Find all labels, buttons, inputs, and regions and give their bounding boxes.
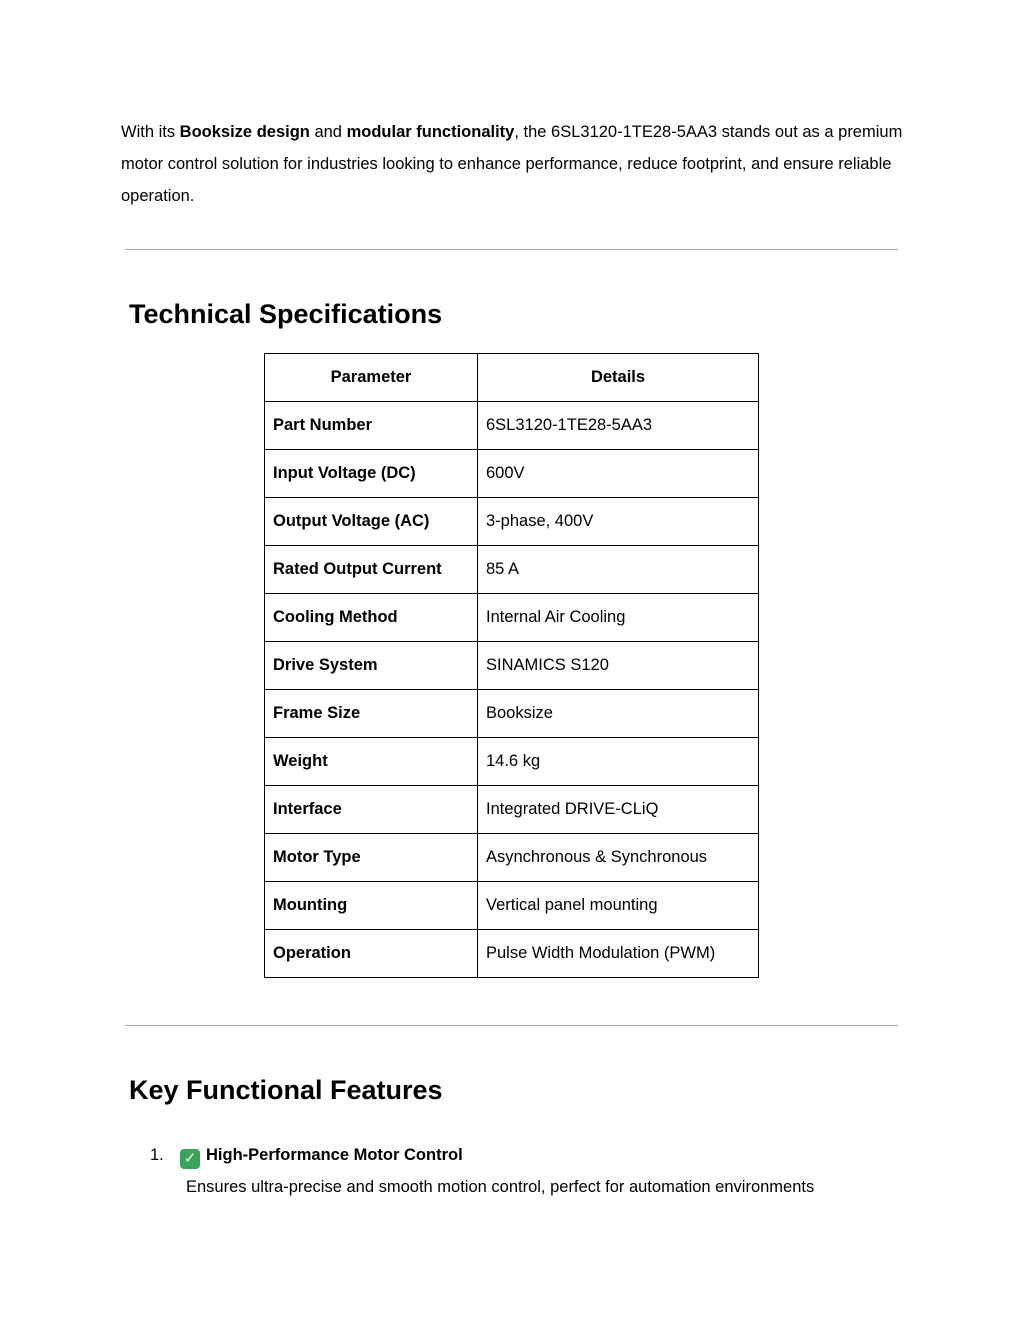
row-value: Vertical panel mounting [478,882,759,930]
features-list [150,1139,950,1203]
feature-title: High-Performance Motor Control [206,1146,463,1164]
table-row [265,642,759,690]
table-row [265,690,759,738]
row-value: 6SL3120-1TE28-5AA3 [478,402,759,450]
row-value: Asynchronous & Synchronous [478,834,759,882]
intro-bold-booksize: Booksize design [179,123,310,141]
intro-text-2: and [309,123,347,141]
row-value: Booksize [478,690,759,738]
table-row [265,834,759,882]
table-row [265,402,759,450]
intro-paragraph [121,116,911,212]
row-value: Integrated DRIVE-CLiQ [478,786,759,834]
row-value: 85 A [478,546,759,594]
row-parameter: Interface [265,786,478,834]
row-parameter: Drive System [265,642,478,690]
features-heading: Key Functional Features [129,1075,443,1105]
intro-bold-modular: modular functionality [346,123,515,141]
table-row [265,450,759,498]
intro-text-1: With its [121,123,180,141]
intro-text-3: , the 6SL3120-1TE28-5AA3 stands out as a premium motor control solution for industries looking to enhance performance, reduce footprint, and ensure reliable operation. [121,123,903,205]
row-parameter: Weight [265,738,478,786]
list-item [150,1139,950,1203]
row-parameter: Frame Size [265,690,478,738]
row-value: 3-phase, 400V [478,498,759,546]
row-parameter: Motor Type [265,834,478,882]
row-parameter: Mounting [265,882,478,930]
row-parameter: Input Voltage (DC) [265,450,478,498]
table-row [265,546,759,594]
row-value: SINAMICS S120 [478,642,759,690]
spec-heading: Technical Specifications [129,299,443,329]
list-item-number: 1. [150,1146,164,1164]
row-parameter: Part Number [265,402,478,450]
row-value: Pulse Width Modulation (PWM) [478,930,759,978]
row-parameter: Operation [265,930,478,978]
row-value: 14.6 kg [478,738,759,786]
table-row [265,930,759,978]
horizontal-rule [125,1025,898,1026]
table-row [265,594,759,642]
row-value: 600V [478,450,759,498]
spec-table [264,353,759,978]
check-mark-button-icon: ✓ [180,1149,200,1169]
header-cell-parameter: Parameter [265,354,478,402]
row-value: Internal Air Cooling [478,594,759,642]
row-parameter: Output Voltage (AC) [265,498,478,546]
table-row [265,498,759,546]
row-parameter: Cooling Method [265,594,478,642]
table-row [265,738,759,786]
header-cell-details: Details [478,354,759,402]
row-parameter: Rated Output Current [265,546,478,594]
feature-description: Ensures ultra-precise and smooth motion control, perfect for automation environments [186,1178,815,1196]
table-row [265,882,759,930]
spec-table-header-row [265,354,759,402]
horizontal-rule [125,249,898,250]
table-row [265,786,759,834]
